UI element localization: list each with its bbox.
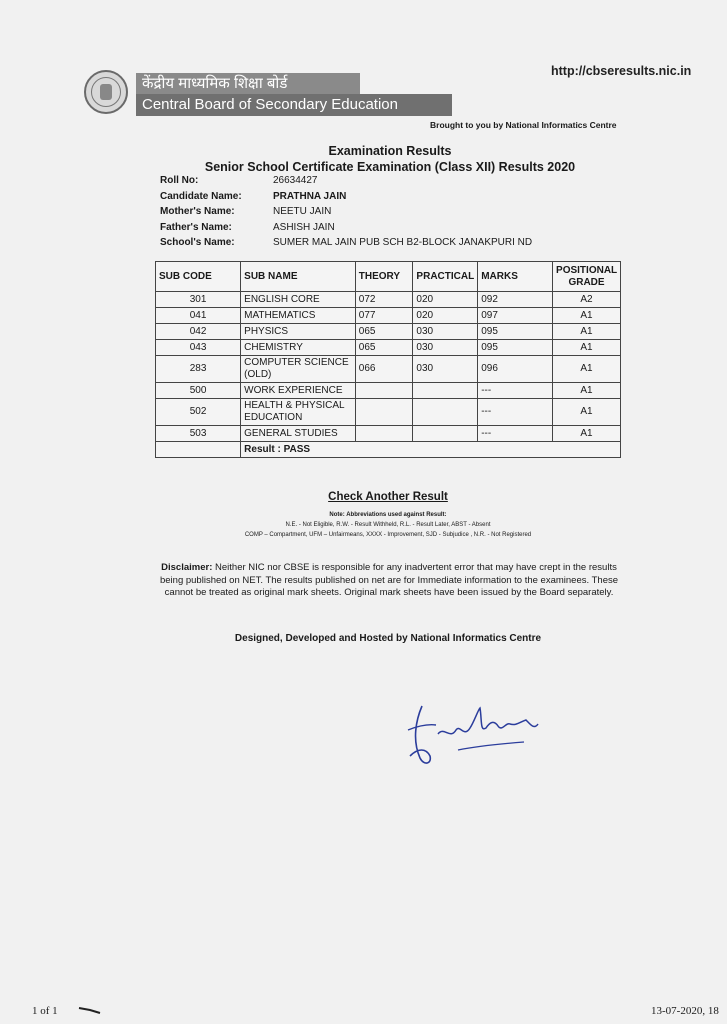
theory-cell: 065 xyxy=(355,324,413,340)
brought-by-text: Brought to you by National Informatics Centre xyxy=(430,120,617,130)
table-row xyxy=(156,308,621,324)
sub-code-cell: 283 xyxy=(156,356,241,383)
theory-cell xyxy=(355,399,413,426)
theory-cell xyxy=(355,426,413,442)
cbse-emblem-icon xyxy=(84,70,128,114)
mother-name-label: Mother's Name: xyxy=(160,206,235,217)
heading-line-1: Examination Results xyxy=(328,144,452,158)
marks-cell: --- xyxy=(478,426,553,442)
grade-cell: A1 xyxy=(553,356,621,383)
table-row xyxy=(156,340,621,356)
theory-cell: 065 xyxy=(355,340,413,356)
table-row xyxy=(156,292,621,308)
grade-cell: A1 xyxy=(553,308,621,324)
header-positional-grade: POSITIONAL GRADE xyxy=(553,262,621,292)
grade-cell: A1 xyxy=(553,340,621,356)
practical-cell: 020 xyxy=(413,308,478,324)
table-row xyxy=(156,426,621,442)
sub-code-cell: 301 xyxy=(156,292,241,308)
board-name-english: Central Board of Secondary Education xyxy=(136,94,452,116)
sub-name-cell: WORK EXPERIENCE xyxy=(241,383,356,399)
grade-cell: A2 xyxy=(553,292,621,308)
abbreviations-note xyxy=(150,510,626,540)
roll-label: Roll No: xyxy=(160,175,199,186)
marks-cell: 095 xyxy=(478,340,553,356)
candidate-name-label: Candidate Name: xyxy=(160,190,242,202)
marks-cell: 097 xyxy=(478,308,553,324)
sub-code-cell: 502 xyxy=(156,399,241,426)
footer-page-count: 1 of 1 xyxy=(32,1005,58,1017)
sub-code-cell: 042 xyxy=(156,324,241,340)
site-url-link[interactable]: http://cbseresults.nic.in xyxy=(551,64,692,78)
marks-cell: --- xyxy=(478,399,553,426)
header-marks: MARKS xyxy=(478,262,553,292)
theory-cell: 066 xyxy=(355,356,413,383)
sub-name-cell: COMPUTER SCIENCE (OLD) xyxy=(241,356,356,383)
grade-cell: A1 xyxy=(553,426,621,442)
disclaimer-label: Disclaimer: xyxy=(161,562,213,573)
disclaimer xyxy=(156,562,622,600)
practical-cell: 030 xyxy=(413,324,478,340)
marks-table xyxy=(155,261,621,458)
theory-cell xyxy=(355,383,413,399)
sub-name-cell: GENERAL STUDIES xyxy=(241,426,356,442)
marks-cell: 096 xyxy=(478,356,553,383)
designed-by-text: Designed, Developed and Hosted by National Informatics Centre xyxy=(234,633,542,644)
practical-cell: 030 xyxy=(413,356,478,383)
table-header-row xyxy=(156,262,621,292)
heading-line-2: Senior School Certificate Examination (Class XII) Results 2020 xyxy=(204,160,576,174)
note-line-2: COMP – Compartment, UFM – Unfairmeans, XXXX - Improvement, SJD - Subjudice , N.R. - Not Registered xyxy=(244,532,532,538)
school-name-label: School's Name: xyxy=(160,237,235,248)
father-name-value: ASHISH JAIN xyxy=(273,221,335,233)
disclaimer-text: Neither NIC nor CBSE is responsible for any inadvertent error that may have crept in the results being published on NET. The results published on net are for Immediate information to the examinees. These cannot be treated as original mark sheets. Original mark sheets have been issued by the Board separately. xyxy=(159,562,619,598)
school-name-row xyxy=(160,235,532,251)
note-title: Note: Abbreviations used against Result: xyxy=(329,512,447,518)
result-empty-cell xyxy=(156,442,241,458)
sub-code-cell: 041 xyxy=(156,308,241,324)
header-sub-name: SUB NAME xyxy=(241,262,356,292)
theory-cell: 077 xyxy=(355,308,413,324)
sub-code-cell: 500 xyxy=(156,383,241,399)
result-cell: Result : PASS xyxy=(241,442,621,458)
sub-code-cell: 043 xyxy=(156,340,241,356)
header-sub-code: SUB CODE xyxy=(156,262,241,292)
sub-code-cell: 503 xyxy=(156,426,241,442)
practical-cell xyxy=(413,383,478,399)
table-row xyxy=(156,383,621,399)
grade-cell: A1 xyxy=(553,324,621,340)
mother-name-row xyxy=(160,204,532,220)
table-row xyxy=(156,324,621,340)
mother-name-value: NEETU JAIN xyxy=(273,206,332,217)
board-name-hindi: केंद्रीय माध्यमिक शिक्षा बोर्ड xyxy=(136,73,360,95)
practical-cell xyxy=(413,399,478,426)
scan-mark-icon xyxy=(78,1006,102,1014)
grade-cell: A1 xyxy=(553,383,621,399)
sub-name-cell: PHYSICS xyxy=(241,324,356,340)
practical-cell: 020 xyxy=(413,292,478,308)
school-name-value: SUMER MAL JAIN PUB SCH B2-BLOCK JANAKPURI ND xyxy=(273,237,533,248)
page-heading xyxy=(150,143,630,175)
candidate-name-value: PRATHNA JAIN xyxy=(273,190,347,202)
practical-cell xyxy=(413,426,478,442)
marks-cell: 092 xyxy=(478,292,553,308)
check-another-result-link[interactable]: Check Another Result xyxy=(328,491,448,503)
header-practical: PRACTICAL xyxy=(413,262,478,292)
marks-cell: --- xyxy=(478,383,553,399)
table-row xyxy=(156,356,621,383)
result-row xyxy=(156,442,621,458)
sub-name-cell: CHEMISTRY xyxy=(241,340,356,356)
candidate-name-row xyxy=(160,189,532,205)
father-name-label: Father's Name: xyxy=(160,221,232,233)
theory-cell: 072 xyxy=(355,292,413,308)
roll-value: 26634427 xyxy=(273,175,318,186)
handwritten-signature xyxy=(398,700,548,780)
sub-name-cell: ENGLISH CORE xyxy=(241,292,356,308)
grade-cell: A1 xyxy=(553,399,621,426)
note-line-1: N.E. - Not Eligible, R.W. - Result Withheld, R.L. - Result Later, ABST - Absent xyxy=(285,522,491,528)
table-row xyxy=(156,399,621,426)
sub-name-cell: MATHEMATICS xyxy=(241,308,356,324)
marks-cell: 095 xyxy=(478,324,553,340)
header-theory: THEORY xyxy=(355,262,413,292)
footer-date: 13-07-2020, 18 xyxy=(651,1005,719,1017)
candidate-details xyxy=(160,173,532,251)
roll-row xyxy=(160,173,532,189)
sub-name-cell: HEALTH & PHYSICAL EDUCATION xyxy=(241,399,356,426)
father-name-row xyxy=(160,220,532,236)
practical-cell: 030 xyxy=(413,340,478,356)
